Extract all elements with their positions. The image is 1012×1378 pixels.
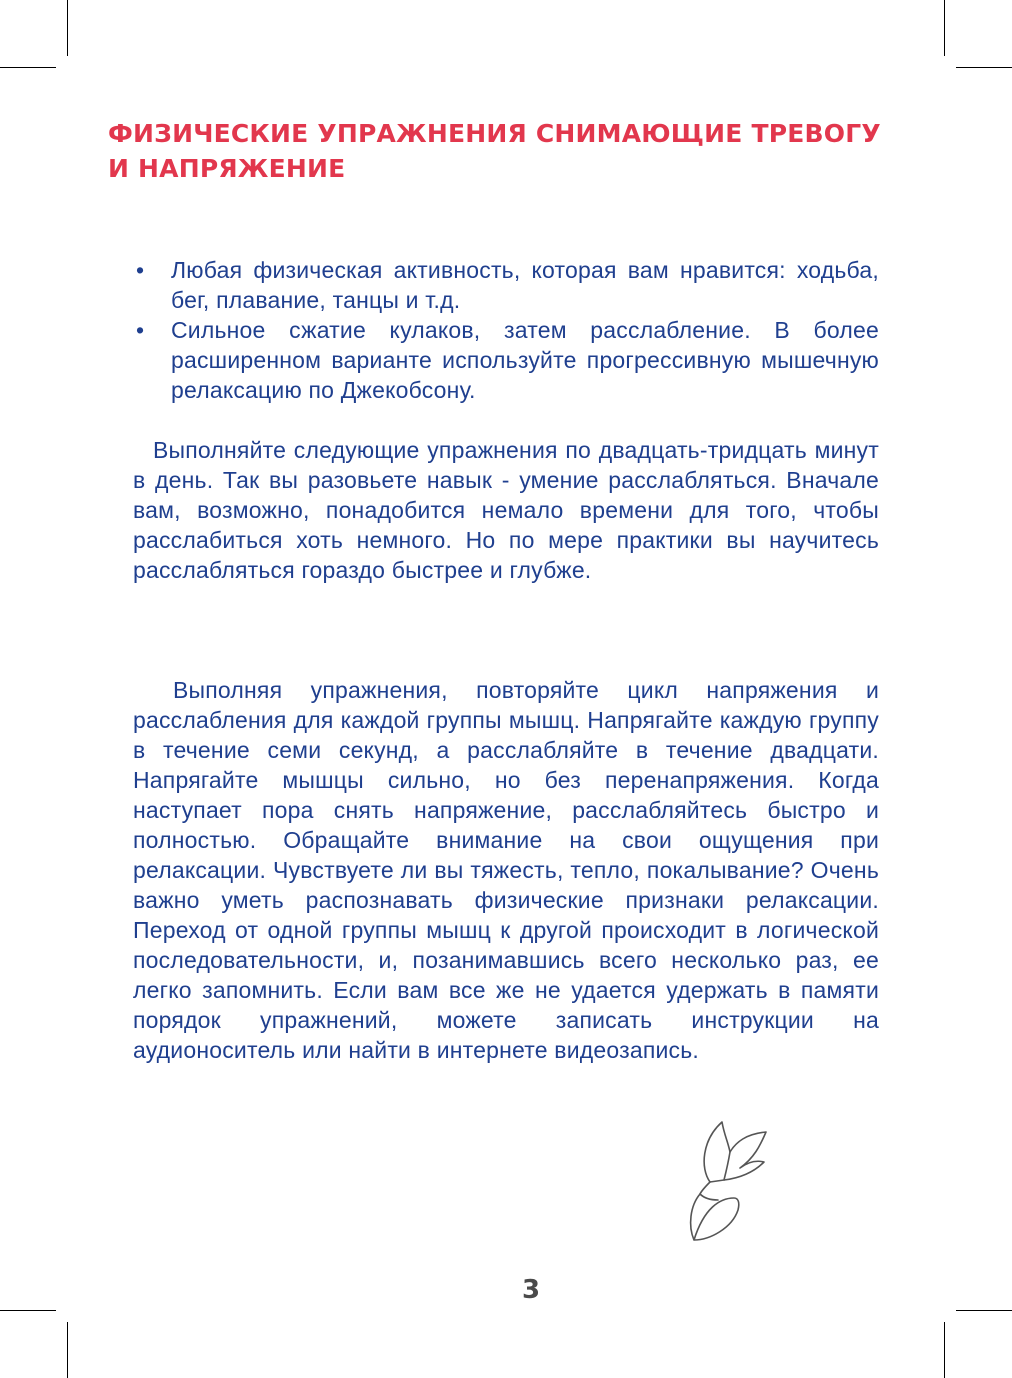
crop-mark-bottom-left-horizontal xyxy=(0,1310,56,1311)
bullet-icon: • xyxy=(136,317,145,343)
list-item-text: Любая физическая активность, которая вам нравится: ходьба, бег, плавание, танцы и т.д. xyxy=(171,257,879,313)
page-title-line-1: ФИЗИЧЕСКИЕ УПРАЖНЕНИЯ СНИМАЮЩИЕ ТРЕВОГУ xyxy=(108,119,881,148)
crop-mark-bottom-left-vertical xyxy=(67,1322,68,1378)
list-item xyxy=(133,255,879,315)
crop-mark-top-left-vertical xyxy=(67,0,68,56)
body-paragraph-1: Выполняйте следующие упражнения по двадцать-тридцать минут в день. Так вы разовьете навык - умение расслабляться. Вначале вам, возможно, понадобится немало времени для того, чтобы расслабиться хоть немного. Но по мере практики вы научитесь расслабляться гораздо быстрее и глубже. xyxy=(133,437,879,583)
crop-mark-top-right-vertical xyxy=(944,0,945,56)
crop-mark-bottom-right-vertical xyxy=(944,1322,945,1378)
page-title xyxy=(108,116,898,186)
tulip-outline-icon xyxy=(684,1112,774,1246)
bullet-icon: • xyxy=(136,257,145,283)
body-paragraph-2: Выполняя упражнения, повторяйте цикл напряжения и расслабления для каждой группы мышц. Напрягайте каждую группу в течение семи секунд, а расслабляйте в течение двадцати. Напрягайте мышцы сильно, но без перенапряжения. Когда наступает пора снять напряжение, расслабляйтесь быстро и полностью. Обращайте внимание на свои ощущения при релаксации. Чувствуете ли вы тяжесть, тепло, покалывание? Очень важно уметь распознавать физические признаки релаксации. Переход от одной группы мышц к другой происходит в логической последовательности, и, позанимавшись всего несколько раз, ее легко запомнить. Если вам все же не удается удержать в памяти порядок упражнений, можете записать инструкции на аудионоситель или найти в интернете видеозапись. xyxy=(133,677,879,1063)
crop-mark-top-right-horizontal xyxy=(956,67,1012,68)
crop-mark-bottom-right-horizontal xyxy=(956,1310,1012,1311)
list-item-text: Сильное сжатие кулаков, затем расслабление. В более расширенном варианте используйте прогрессивную мышечную релаксацию по Джекобсону. xyxy=(171,317,879,403)
crop-mark-top-left-horizontal xyxy=(0,67,56,68)
list-item xyxy=(133,315,879,405)
exercise-bullet-list xyxy=(133,255,879,405)
page-number: 3 xyxy=(521,1275,541,1305)
page-title-line-2: И НАПРЯЖЕНИЕ xyxy=(108,154,346,183)
